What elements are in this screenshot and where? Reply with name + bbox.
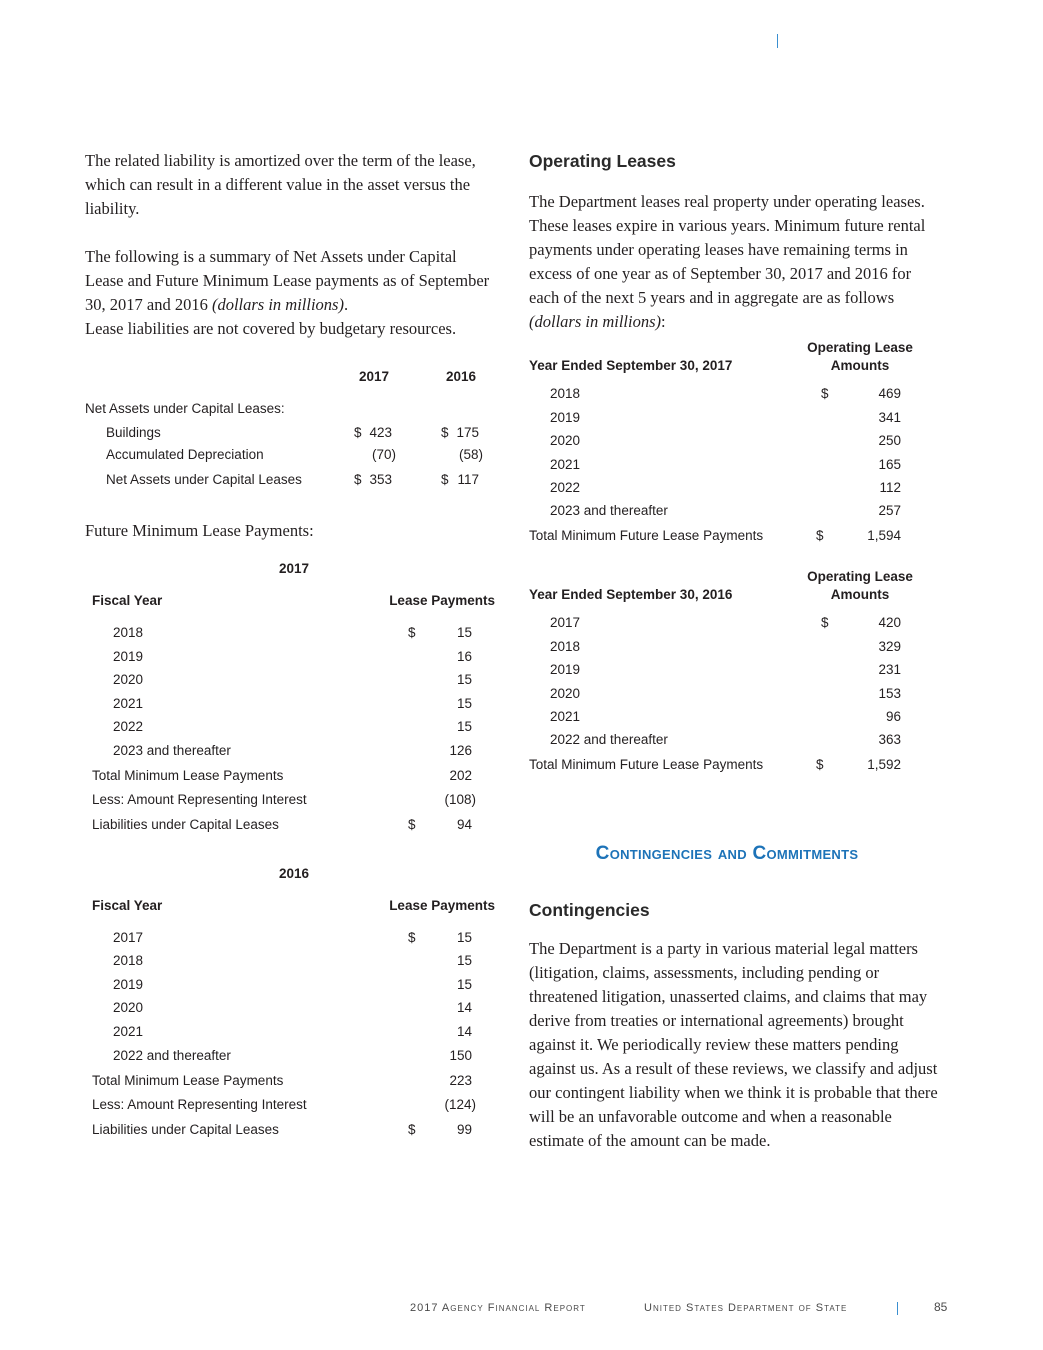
table-row-value: 165 [878,457,901,472]
col-fiscal-year: Fiscal Year [92,593,163,608]
col-lease-payments: Lease Payments [389,898,495,913]
table-row-value: 14 [456,1024,472,1039]
col-year-ended: Year Ended September 30, 2017 [529,358,733,373]
table-row-label: 2017 [550,615,581,630]
col-operating-lease: Operating Lease [807,340,913,355]
net-assets-row-cur-2017: $ [354,472,362,487]
table-row-value: 15 [456,625,472,640]
table-row-label: 2022 [550,480,581,495]
liabilities-currency: $ [408,1122,416,1137]
less-interest-label: Less: Amount Representing Interest [92,792,307,807]
table-row-currency: $ [408,930,416,945]
intro-p2-units: (dollars in millions) [211,295,344,314]
table-row-label: 2020 [113,672,144,687]
table-row-label: 2020 [550,686,581,701]
page-number: 85 [934,1300,948,1314]
liabilities-label: Liabilities under Capital Leases [92,1122,279,1137]
table-row-label: 2018 [550,639,581,654]
table-row-value: 150 [449,1048,472,1063]
total-value: 202 [449,768,472,783]
table-row-label: 2022 [113,719,144,734]
operating-leases-paragraph [529,190,939,334]
net-assets-row-value-2016: 117 [457,472,479,487]
table-row-label: 2017 [113,930,144,945]
col-operating-lease: Operating Lease [807,569,913,584]
col-amounts: Amounts [830,587,890,602]
table-year-heading: 2017 [278,561,310,576]
total-value: 1,592 [867,757,901,772]
table-row-label: 2022 and thereafter [113,1048,231,1063]
table-row-value: 15 [456,719,472,734]
table-row-value: 341 [878,410,901,425]
table-row-currency: $ [408,625,416,640]
net-assets-col-2017: 2017 [358,369,390,384]
header-divider [777,34,778,48]
net-assets-row-value-2017: 353 [369,472,392,487]
net-assets-row-value-2016: (58) [458,447,483,462]
footer-divider [897,1302,898,1315]
liabilities-currency: $ [408,817,416,832]
contingencies-heading: Contingencies [529,900,650,920]
table-row-label: 2021 [113,696,144,711]
table-row-value: 257 [878,503,901,518]
table-row-value: 16 [456,649,472,664]
total-label: Total Minimum Lease Payments [92,768,284,783]
total-label: Total Minimum Future Lease Payments [529,757,764,772]
intro-p2-period: . [343,295,349,314]
table-row-value: 15 [456,930,472,945]
table-row-value: 231 [878,662,901,677]
table-row-value: 112 [879,480,901,495]
liabilities-value: 99 [456,1122,472,1137]
liabilities-value: 94 [456,817,472,832]
intro-paragraph-2 [85,245,490,341]
table-row-value: 126 [449,743,472,758]
footer-report-title: 2017 Agency Financial Report [410,1302,586,1314]
col-fiscal-year: Fiscal Year [92,898,163,913]
net-assets-row-cur-2016: $ [441,425,449,440]
less-interest-value: (108) [444,792,476,807]
table-row-label: 2019 [113,649,144,664]
operating-leases-heading: Operating Leases [529,151,676,171]
less-interest-label: Less: Amount Representing Interest [92,1097,307,1112]
table-row-label: 2023 and thereafter [550,503,668,518]
net-assets-row-label: Buildings [106,425,161,440]
liabilities-label: Liabilities under Capital Leases [92,817,279,832]
total-value: 223 [449,1073,472,1088]
table-row-label: 2019 [550,662,581,677]
contingencies-paragraph: The Department is a party in various material legal matters (litigation, claims, assessments, including pending or threatened litigation, unasserted claims, and claims that may derive from treaties or international agreements) brought against it. We periodically review these matters pending against us. As a result of these reviews, we classify and adjust our contingent liability when we think it is probable that there will be an unfavorable outcome and when a reasonable estimate of the amount can be made. [529,939,938,1150]
net-assets-row-label: Net Assets under Capital Leases [106,472,302,487]
net-assets-row-value-2016: 175 [456,425,479,440]
net-assets-row-value-2017: 423 [369,425,392,440]
future-payments-title: Future Minimum Lease Payments: [85,521,314,540]
col-year-ended: Year Ended September 30, 2016 [529,587,733,602]
net-assets-row-value-2017: (70) [371,447,396,462]
table-row-label: 2020 [550,433,581,448]
table-row-value: 15 [456,977,472,992]
table-row-value: 14 [456,1000,472,1015]
total-label: Total Minimum Future Lease Payments [529,528,764,543]
table-row-label: 2018 [550,386,581,401]
less-interest-value: (124) [444,1097,476,1112]
col-amounts: Amounts [830,358,890,373]
table-row-label: 2021 [550,457,581,472]
table-row-value: 250 [878,433,901,448]
table-row-value: 363 [878,732,901,747]
table-row-value: 96 [885,709,901,724]
col-lease-payments: Lease Payments [389,593,495,608]
table-row-label: 2018 [113,953,144,968]
table-year-heading: 2016 [278,866,310,881]
op-paragraph-colon: : [661,312,666,331]
table-row-currency: $ [821,615,829,630]
net-assets-row-cur-2017: $ [354,425,362,440]
table-row-label: 2019 [113,977,144,992]
table-row-value: 15 [456,953,472,968]
footer-agency: United States Department of State [644,1302,848,1314]
table-row-value: 15 [456,672,472,687]
table-row-label: 2021 [113,1024,144,1039]
intro-p2-note: Lease liabilities are not covered by budgetary resources. [85,319,457,338]
total-label: Total Minimum Lease Payments [92,1073,284,1088]
table-row-label: 2022 and thereafter [550,732,668,747]
table-row-value: 153 [878,686,901,701]
table-row-label: 2020 [113,1000,144,1015]
table-row-label: 2023 and thereafter [113,743,231,758]
net-assets-col-2016: 2016 [445,369,477,384]
op-paragraph-text: The Department leases real property under operating leases. These leases expire in various years. Minimum future rental payments under operating leases have remaining terms in excess of one year as of September 30, 2017 and 2016 for each of the next 5 years and in aggregate are as follows [529,192,926,307]
table-row-value: 329 [878,639,901,654]
net-assets-group-label: Net Assets under Capital Leases: [85,401,285,416]
table-row-currency: $ [821,386,829,401]
net-assets-row-cur-2016: $ [441,472,449,487]
total-value: 1,594 [867,528,901,543]
table-row-value: 420 [878,615,901,630]
table-row-value: 469 [878,386,901,401]
net-assets-row-label: Accumulated Depreciation [106,447,264,462]
section-title-contingencies-commitments: Contingencies and Commitments [595,843,859,864]
total-currency: $ [816,757,824,772]
table-row-label: 2019 [550,410,581,425]
op-paragraph-units: (dollars in millions) [529,312,662,331]
intro-paragraph-1: The related liability is amortized over the term of the lease, which can result in a different value in the asset versus the liability. [85,151,476,218]
table-row-value: 15 [456,696,472,711]
total-currency: $ [816,528,824,543]
intro-p2-text: The following is a summary of Net Assets under Capital Lease and Future Minimum Lease payments as of September 30, 2017 and 2016 [85,247,490,314]
table-row-label: 2018 [113,625,144,640]
table-row-label: 2021 [550,709,581,724]
